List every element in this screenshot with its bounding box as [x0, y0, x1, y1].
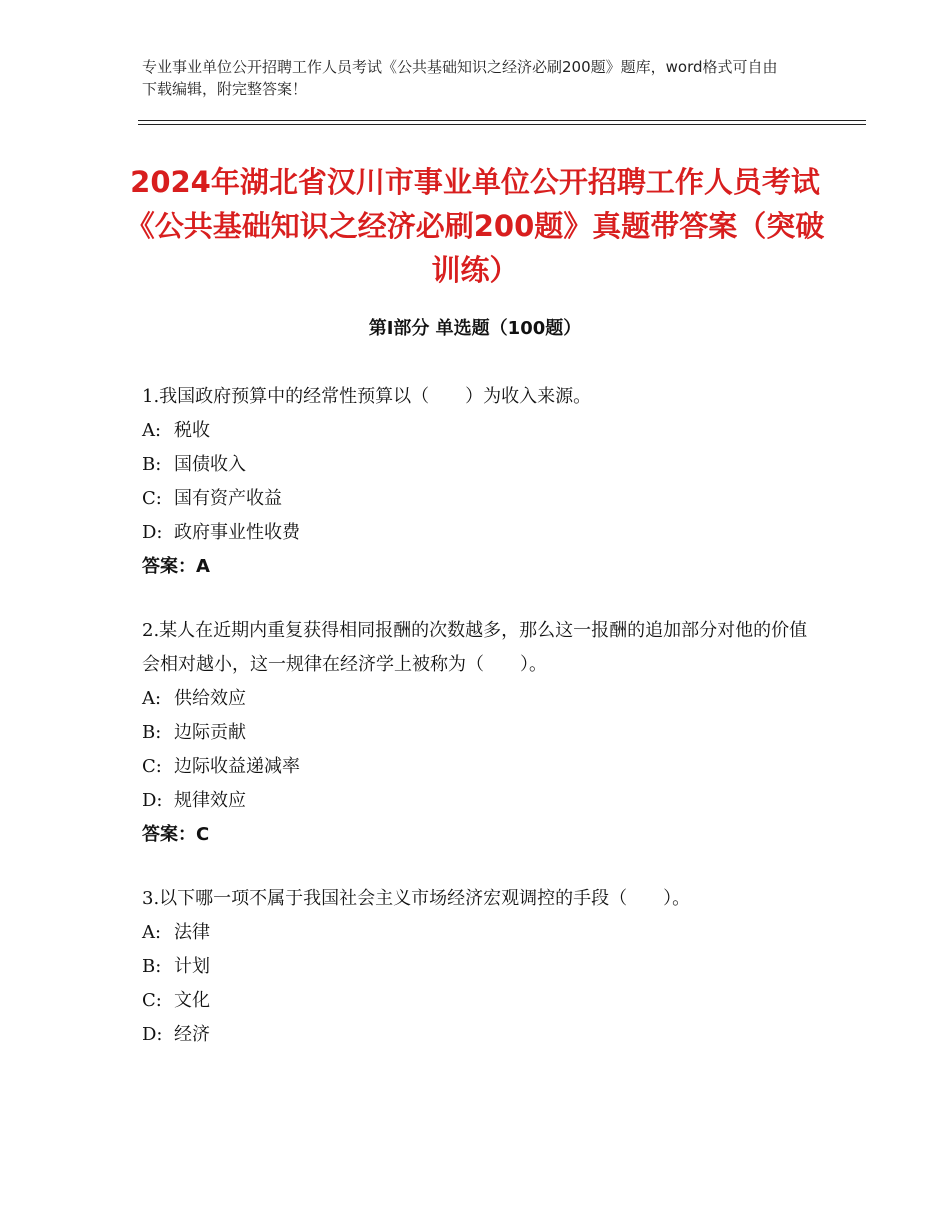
option-text: 规律效应	[174, 790, 246, 811]
option-a	[142, 916, 822, 950]
option-text: 供给效应	[174, 688, 246, 709]
option-label: C:	[142, 756, 162, 777]
option-text: 文化	[174, 990, 210, 1011]
option-label: C:	[142, 990, 162, 1011]
option-label: C:	[142, 488, 162, 509]
option-c	[142, 482, 822, 516]
option-b	[142, 716, 822, 750]
question-list	[142, 380, 822, 1082]
section-heading: 第Ⅰ部分 单选题（100题）	[368, 318, 582, 339]
option-label: B:	[142, 956, 162, 977]
option-a	[142, 682, 822, 716]
option-label: D:	[142, 1024, 163, 1045]
option-c	[142, 984, 822, 1018]
option-label: A:	[142, 420, 162, 441]
option-label: B:	[142, 722, 162, 743]
question-stem: 1.我国政府预算中的经常性预算以（ ）为收入来源。	[142, 386, 592, 407]
option-b	[142, 950, 822, 984]
option-text: 国有资产收益	[174, 488, 282, 509]
option-d	[142, 1018, 822, 1052]
question-3	[142, 882, 822, 1052]
header-double-rule	[138, 120, 866, 125]
option-text: 税收	[174, 420, 210, 441]
option-a	[142, 414, 822, 448]
option-text: 边际贡献	[174, 722, 246, 743]
option-b	[142, 448, 822, 482]
option-d	[142, 784, 822, 818]
question-1	[142, 380, 822, 584]
option-text: 国债收入	[174, 454, 246, 475]
question-stem: 3.以下哪一项不属于我国社会主义市场经济宏观调控的手段（ ）。	[142, 888, 691, 909]
question-2	[142, 614, 822, 852]
option-label: A:	[142, 922, 162, 943]
option-text: 计划	[174, 956, 210, 977]
page-header: 专业事业单位公开招聘工作人员考试《公共基础知识之经济必刷200题》题库，word格式可自由下载编辑，附完整答案！	[142, 58, 778, 98]
option-text: 政府事业性收费	[174, 522, 300, 543]
option-d	[142, 516, 822, 550]
option-label: B:	[142, 454, 162, 475]
answer-line: 答案：C	[142, 824, 210, 845]
option-text: 经济	[174, 1024, 210, 1045]
document-title: 2024年湖北省汉川市事业单位公开招聘工作人员考试《公共基础知识之经济必刷200题》真题带答案（突破训练）	[125, 165, 825, 287]
option-label: A:	[142, 688, 162, 709]
option-c	[142, 750, 822, 784]
question-stem: 2.某人在近期内重复获得相同报酬的次数越多，那么这一报酬的追加部分对他的价值会相对越小，这一规律在经济学上被称为（ ）。	[142, 620, 808, 675]
option-text: 法律	[174, 922, 210, 943]
option-text: 边际收益递减率	[174, 756, 300, 777]
option-label: D:	[142, 790, 163, 811]
answer-line: 答案：A	[142, 556, 210, 577]
option-label: D:	[142, 522, 163, 543]
